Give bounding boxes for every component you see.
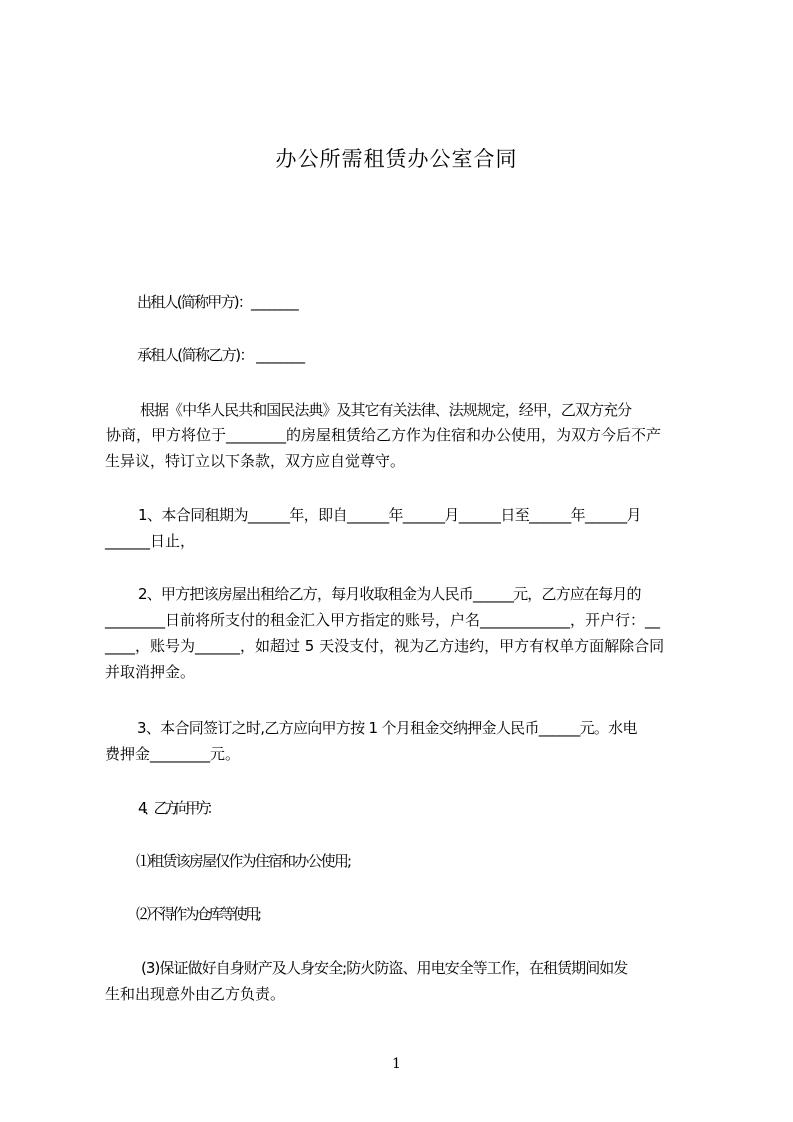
clause-2-line-1: 2、甲方把该房屋出租给乙方，每月收取租金为人民币______元，乙方应在每月的 [138, 585, 641, 603]
clause-4-item-2: ⑵不得作为仓库等使用; [136, 905, 260, 923]
page-title: 办公所需租赁办公室合同 [275, 147, 518, 171]
preamble-line-2: 协商，甲方将位于________的房屋租赁给乙方作为住宿和办公使用，为双方今后不产 [106, 426, 662, 444]
clause-2-line-3: ____，账号为______，如超过 5 天没支付，视为乙方违约，甲方有权单方面解除合同 [105, 637, 665, 655]
lessee-line: 承租人(简称乙方)： ________ [137, 346, 304, 364]
clause-4-heading: 4、乙方向甲方： [138, 799, 218, 817]
clause-1-line-2: ______日止， [105, 532, 196, 550]
clause-2-line-4: 并取消押金。 [105, 663, 196, 681]
lessor-line: 出租人(简称甲方)：________ [137, 293, 297, 311]
preamble-line-3: 生异议，特订立以下条款，双方应自觉尊守。 [105, 452, 406, 470]
preamble-line-1: 根据《中华人民共和国民法典》及其它有关法律、法规规定，经甲，乙双方充分 [140, 401, 632, 419]
clause-3-line-1: 3、本合同签订之时,乙方应向甲方按 1 个月租金交纳押金人民币______元。水电 [137, 719, 637, 737]
page-number: 1 [392, 1056, 401, 1072]
clause-2-line-2: ________日前将所支付的租金汇入甲方指定的账号，户名____________，开户行：__ [105, 611, 661, 629]
clause-4-item-3-line-1: (3)保证做好自身财产及人身安全;防火防盗、用电安全等工作，在租赁期间如发 [141, 959, 628, 977]
clause-4-item-1: ⑴租赁该房屋仅作为住宿和办公使用; [136, 852, 351, 870]
clause-1-line-1: 1、本合同租期为______年，即自______年______月______日至______年______月 [138, 506, 641, 524]
clause-3-line-2: 费押金________元。 [105, 745, 241, 763]
clause-4-item-3-line-2: 生和出现意外由乙方负责。 [105, 985, 286, 1003]
